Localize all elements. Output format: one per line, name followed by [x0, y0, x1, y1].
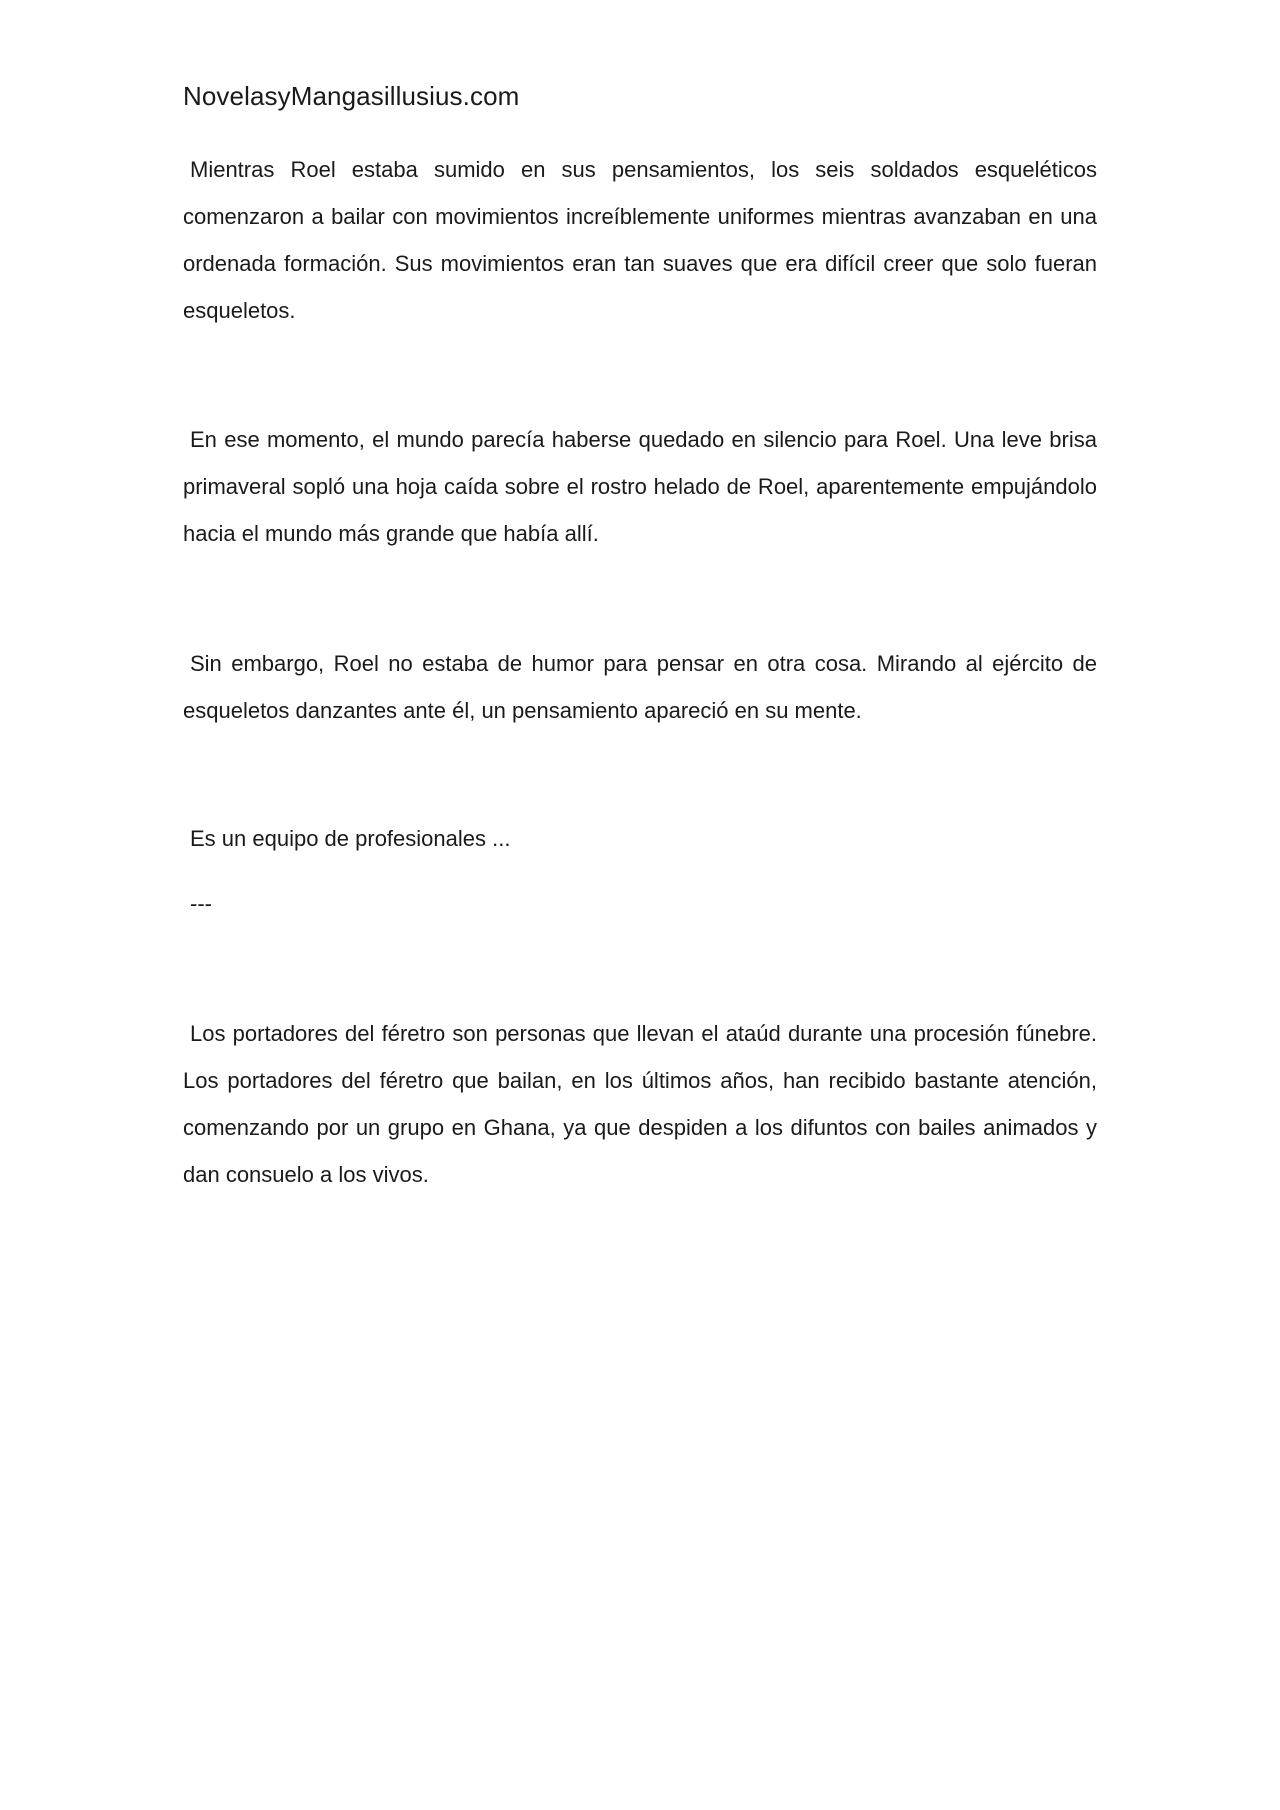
- paragraph-1: Mientras Roel estaba sumido en sus pensamientos, los seis soldados esqueléticos comenzaron a bailar con movimientos increíblemente uniformes mientras avanzaban en una ordenada formación. Sus movimientos eran tan suaves que era difícil creer que solo fueran esqueletos.: [183, 157, 1097, 323]
- footnote-paragraph: Los portadores del féretro son personas que llevan el ataúd durante una procesión fúnebre. Los portadores del féretro que bailan, en los últimos años, han recibido bastante atención, comenzando por un grupo en Ghana, ya que despiden a los difuntos con bailes animados y dan consuelo a los vivos.: [183, 1021, 1097, 1187]
- paragraph-4: Es un equipo de profesionales ...: [190, 826, 511, 851]
- paragraph-2: En ese momento, el mundo parecía haberse quedado en silencio para Roel. Una leve brisa primaveral sopló una hoja caída sobre el rostro helado de Roel, aparentemente empujándolo hacia el mundo más grande que había allí.: [183, 427, 1097, 546]
- section-separator: ---: [190, 891, 212, 916]
- paragraph-3: Sin embargo, Roel no estaba de humor para pensar en otra cosa. Mirando al ejército de esqueletos danzantes ante él, un pensamiento apareció en su mente.: [183, 651, 1097, 723]
- site-title: NovelasyMangasillusius.com: [183, 81, 520, 111]
